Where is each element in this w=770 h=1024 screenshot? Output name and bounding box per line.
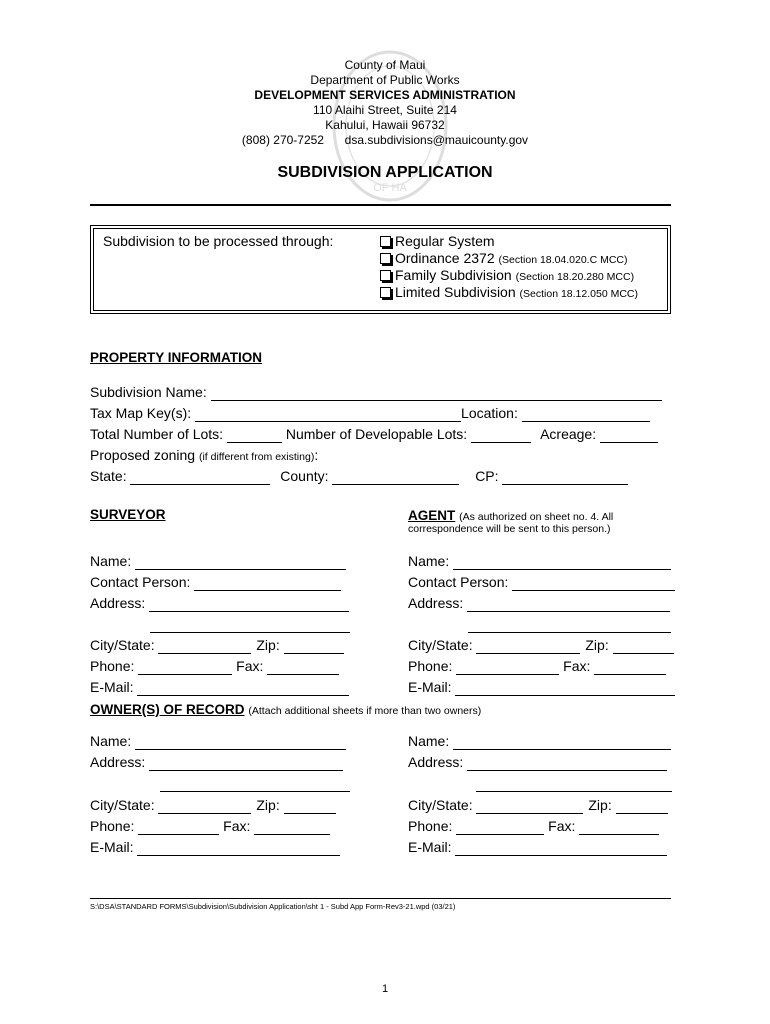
header-street: 110 Alaihi Street, Suite 214 [313, 103, 457, 117]
tmk-row: Tax Map Key(s): Location: [90, 405, 650, 422]
owner2-zip-field[interactable] [616, 800, 668, 814]
header-contact [0, 133, 770, 148]
agent-address-field-2[interactable] [468, 619, 671, 633]
owner1-name-row: Name: [90, 733, 346, 750]
owner2-address-row: Address: [408, 754, 667, 771]
surveyor-address-field-2[interactable] [150, 619, 350, 633]
zoning-row: Proposed zoning (if different from existing): [90, 447, 319, 463]
owners-heading-row: OWNER(S) OF RECORD (Attach additional sheets if more than two owners) [90, 702, 482, 717]
surveyor-contact-field[interactable] [194, 577, 341, 591]
footer-path: S:\DSA\STANDARD FORMS\Subdivision\Subdivision Application\sht 1 - Subd App Form-Rev3-21.wpd (03/21) [90, 902, 456, 911]
owner2-address-row-2 [476, 775, 672, 792]
page-title: SUBDIVISION APPLICATION [277, 164, 493, 181]
owner1-name-field[interactable] [135, 736, 346, 750]
owner1-address-row-2 [160, 775, 350, 792]
surveyor-zip-field[interactable] [284, 640, 344, 654]
agent-address-field[interactable] [467, 598, 670, 612]
owner2-city-field[interactable] [476, 800, 583, 814]
header-county: County of Maui [344, 58, 426, 72]
total-lots-field[interactable] [227, 429, 282, 443]
surveyor-email-row: E-Mail: [90, 679, 349, 696]
agent-phone-row: Phone: Fax: [408, 658, 666, 675]
surveyor-address-row: Address: [90, 595, 349, 612]
agent-fax-field[interactable] [594, 661, 666, 675]
owner2-email-field[interactable] [455, 842, 667, 856]
surveyor-phone-row: Phone: Fax: [90, 658, 339, 675]
agent-contact-row: Contact Person: [408, 574, 675, 591]
cp-field[interactable] [502, 471, 628, 485]
owner2-name-row: Name: [408, 733, 671, 750]
checkbox[interactable] [380, 236, 391, 247]
owner1-address-row: Address: [90, 754, 343, 771]
owner1-city-row: City/State: Zip: [90, 797, 336, 814]
owner2-fax-field[interactable] [579, 821, 659, 835]
developable-lots-field[interactable] [471, 429, 531, 443]
agent-address-row: Address: [408, 595, 670, 612]
acreage-field[interactable] [600, 429, 658, 443]
owner1-phone-field[interactable] [138, 821, 219, 835]
surveyor-name-field[interactable] [135, 556, 346, 570]
owner2-city-row: City/State: Zip: [408, 797, 668, 814]
surveyor-email-field[interactable] [137, 682, 349, 696]
surveyor-name-row: Name: [90, 553, 346, 570]
location-field[interactable] [522, 408, 650, 422]
agent-name-field[interactable] [453, 556, 671, 570]
checkbox[interactable] [380, 253, 391, 264]
agent-city-field[interactable] [476, 640, 580, 654]
header-phone: (808) 270-7252 [241, 133, 324, 147]
subdivision-name-row: Subdivision Name: [90, 384, 662, 401]
agent-email-row: E-Mail: [408, 679, 675, 696]
lots-row: Total Number of Lots: Number of Developable Lots: Acreage: [90, 426, 658, 443]
agent-address-row-2 [468, 616, 671, 633]
owner1-city-field[interactable] [158, 800, 251, 814]
agent-phone-field[interactable] [456, 661, 559, 675]
tmk-field[interactable] [195, 408, 461, 422]
header-city: Kahului, Hawaii 96732 [325, 118, 445, 132]
option-limited[interactable]: Limited Subdivision (Section 18.12.050 MCC) [380, 284, 638, 303]
header-department: Department of Public Works [310, 73, 460, 87]
state-row: State: County: CP: [90, 468, 628, 485]
owner2-name-field[interactable] [453, 736, 671, 750]
footer-divider [90, 898, 671, 899]
agent-contact-field[interactable] [512, 577, 675, 591]
subdivision-name-field[interactable] [211, 387, 662, 401]
owner2-email-row: E-Mail: [408, 839, 667, 856]
option-ordinance[interactable]: Ordinance 2372 (Section 18.04.020.C MCC) [380, 250, 628, 269]
owner1-zip-field[interactable] [284, 800, 336, 814]
option-regular[interactable]: Regular System [380, 233, 495, 250]
surveyor-address-field[interactable] [149, 598, 349, 612]
owner2-address-field-2[interactable] [476, 778, 672, 792]
process-label: Subdivision to be processed through: [103, 233, 334, 249]
surveyor-fax-field[interactable] [267, 661, 339, 675]
owner1-email-row: E-Mail: [90, 839, 340, 856]
agent-heading-row: AGENT (As authorized on sheet no. 4. All [408, 508, 614, 523]
state-field[interactable] [130, 471, 270, 485]
surveyor-phone-field[interactable] [138, 661, 232, 675]
owner1-fax-field[interactable] [254, 821, 330, 835]
property-heading: PROPERTY INFORMATION [90, 350, 263, 365]
header-division: DEVELOPMENT SERVICES ADMINISTRATION [254, 88, 516, 102]
surveyor-address-row-2 [150, 616, 350, 633]
surveyor-city-row: City/State: Zip: [90, 637, 344, 654]
owner1-address-field-2[interactable] [160, 778, 350, 792]
surveyor-heading: SURVEYOR [90, 507, 166, 522]
agent-note: correspondence will be sent to this person.) [408, 523, 611, 535]
owner2-phone-field[interactable] [456, 821, 544, 835]
page-number: 1 [381, 983, 389, 995]
agent-zip-field[interactable] [613, 640, 674, 654]
surveyor-city-field[interactable] [158, 640, 251, 654]
agent-name-row: Name: [408, 553, 671, 570]
checkbox[interactable] [380, 287, 391, 298]
header-email[interactable]: dsa.subdivisions@mauicounty.gov [344, 133, 529, 147]
option-family[interactable]: Family Subdivision (Section 18.20.280 MCC) [380, 267, 634, 286]
owner1-address-field[interactable] [149, 757, 343, 771]
agent-city-row: City/State: Zip: [408, 637, 674, 654]
owner1-phone-row: Phone: Fax: [90, 818, 330, 835]
surveyor-contact-row: Contact Person: [90, 574, 341, 591]
county-field[interactable] [332, 471, 459, 485]
title-divider [90, 204, 671, 206]
owner1-email-field[interactable] [137, 842, 340, 856]
checkbox[interactable] [380, 270, 391, 281]
owner2-address-field[interactable] [467, 757, 667, 771]
agent-email-field[interactable] [455, 682, 675, 696]
svg-text:OF HA: OF HA [373, 182, 407, 194]
owner2-phone-row: Phone: Fax: [408, 818, 659, 835]
